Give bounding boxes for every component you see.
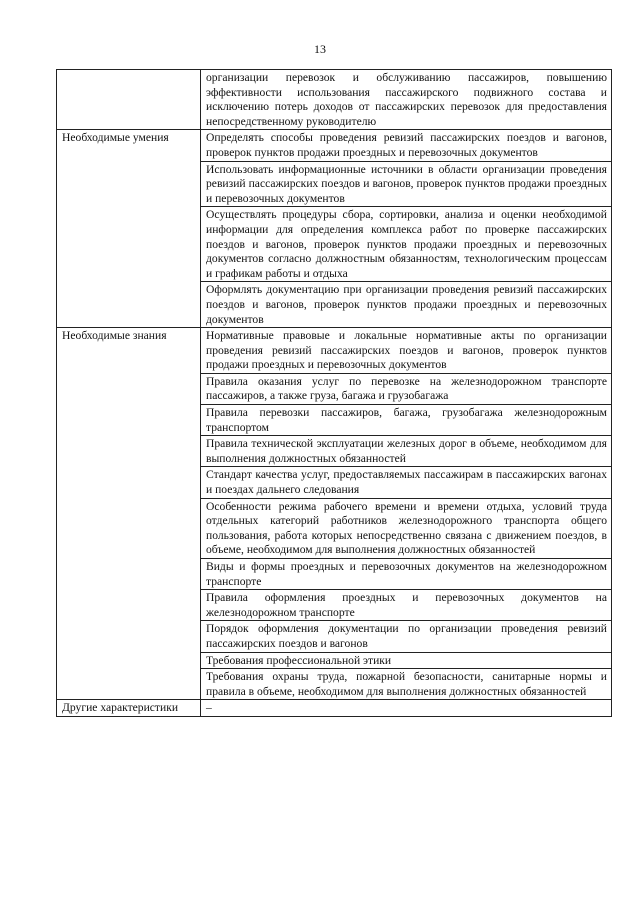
row-description: Использовать информационные источники в области организации проведения ревизий пассажирских поездов и вагонов, проверок пунктов продажи проездных и перевозочных документов	[201, 161, 612, 207]
table-row	[57, 130, 612, 161]
row-label-knowledge: Необходимые знания	[57, 328, 201, 700]
characteristics-table	[56, 69, 612, 717]
table-row	[57, 700, 612, 717]
row-label	[57, 70, 201, 130]
row-label-other: Другие характеристики	[57, 700, 201, 717]
row-description: Требования профессиональной этики	[201, 652, 612, 669]
row-description: Нормативные правовые и локальные нормативные акты по организации проведения ревизий пассажирских поездов и вагонов, проверок пунктов продажи проездных и перевозочных документов	[201, 328, 612, 374]
table-row	[57, 70, 612, 130]
row-description: Определять способы проведения ревизий пассажирских поездов и вагонов, проверок пунктов продажи проездных и перевозочных документов	[201, 130, 612, 161]
row-description: Осуществлять процедуры сбора, сортировки, анализа и оценки необходимой информации для определения комплекса работ по проверке пассажирских поездов и вагонов, проверок пунктов продажи проездных и перевозочных документов согласно должностным обязанностям, технологическим процессам и графикам работы и отдыха	[201, 207, 612, 282]
row-description: Правила технической эксплуатации железных дорог в объеме, необходимом для выполнения должностных обязанностей	[201, 436, 612, 467]
row-description: Правила оказания услуг по перевозке на железнодорожном транспорте пассажиров, а также груза, багажа и грузобагажа	[201, 373, 612, 404]
row-description: –	[201, 700, 612, 717]
row-description: Виды и формы проездных и перевозочных документов на железнодорожном транспорте	[201, 559, 612, 590]
row-description: Особенности режима рабочего времени и времени отдыха, условий труда отдельных категорий работников железнодорожного транспорта общего пользования, работа которых непосредственно связана с движением поездов, в объеме, необходимом для выполнения должностных обязанностей	[201, 498, 612, 558]
row-description: Правила оформления проездных и перевозочных документов на железнодорожном транспорте	[201, 590, 612, 621]
row-description: Оформлять документацию при организации проведения ревизий пассажирских поездов и вагонов, проверок пунктов продажи проездных и перевозочных документов	[201, 282, 612, 328]
row-description: Порядок оформления документации по организации проведения ревизий пассажирских поездов и вагонов	[201, 621, 612, 652]
page-number: 13	[314, 42, 326, 56]
row-description: организации перевозок и обслуживанию пассажиров, повышению эффективности использования пассажирского подвижного состава и исключению потерь доходов от пассажирских перевозок для предоставления непосредственному руководителю	[201, 70, 612, 130]
table-row	[57, 328, 612, 374]
row-label-skills: Необходимые умения	[57, 130, 201, 328]
row-description: Стандарт качества услуг, предоставляемых пассажирам в пассажирских вагонах и поездах дальнего следования	[201, 467, 612, 498]
row-description: Правила перевозки пассажиров, багажа, грузобагажа железнодорожным транспортом	[201, 405, 612, 436]
row-description: Требования охраны труда, пожарной безопасности, санитарные нормы и правила в объеме, необходимом для выполнения должностных обязанностей	[201, 669, 612, 700]
